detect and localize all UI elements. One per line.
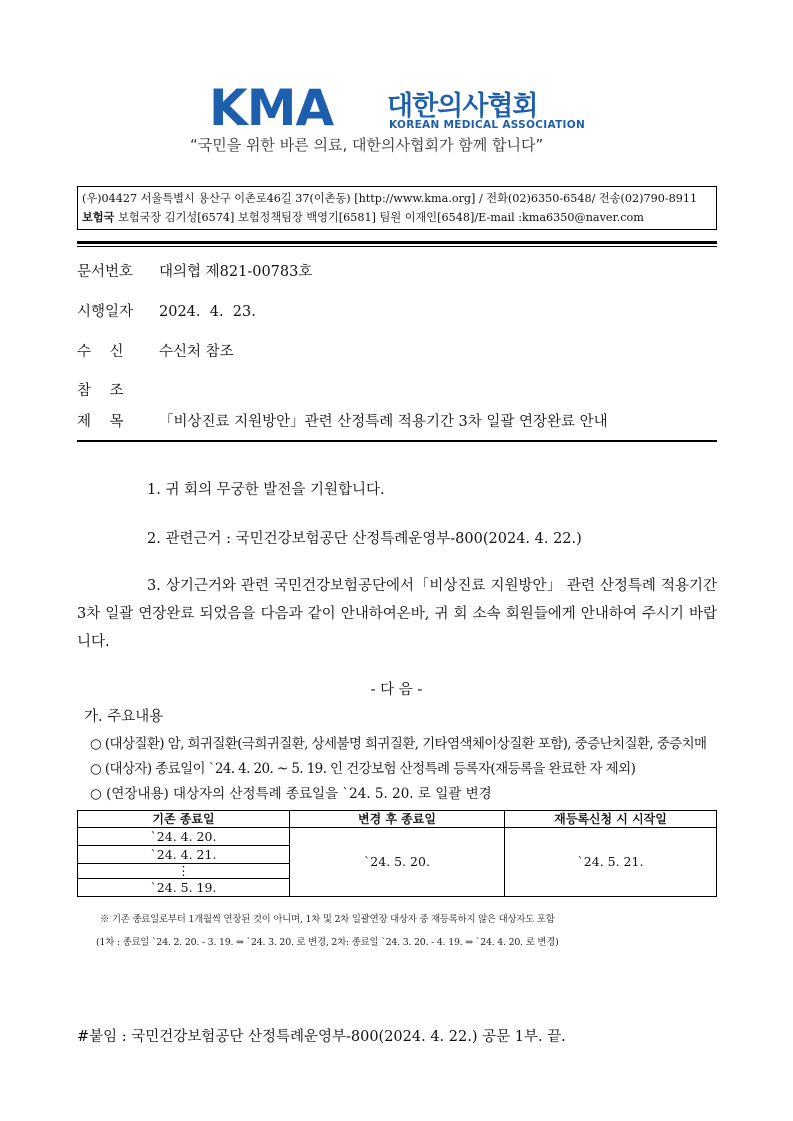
reference-label: 참 조 <box>77 383 124 399</box>
paragraph-1: 1. 귀 회의 무궁한 발전을 기원합니다. <box>147 482 385 498</box>
restart-date: `24. 5. 21. <box>505 828 717 897</box>
contact-staff-line <box>82 208 712 227</box>
section-heading: 가. 주요내용 <box>84 709 164 725</box>
date-label: 시행일자 <box>77 304 134 320</box>
contact-address-line: (우)04427 서울특별시 용산구 이촌로46길 37(이촌동) [http://www.kma.org] / 전화(02)6350-6548/ 전송(02)790-8911 <box>82 192 698 205</box>
recipient: 수신처 참조 <box>159 344 234 360</box>
date-row <box>77 300 256 321</box>
header-rule-thick <box>77 241 717 244</box>
subject: 「비상진료 지원방안」관련 산정특례 적용기간 3차 일괄 연장완료 안내 <box>159 414 608 430</box>
old-end-date: `24. 4. 20. <box>78 828 290 846</box>
header-old-end: 기존 종료일 <box>78 811 290 828</box>
logo-mark: KMA <box>209 79 334 137</box>
table-row <box>78 828 717 846</box>
list-item-extension: ○ (연장내용) 대상자의 산정특례 종료일을 `24. 5. 20. 로 일괄 변경 <box>90 786 492 802</box>
doc-number: 대의협 제821-00783호 <box>159 264 313 280</box>
paragraph-3 <box>77 572 717 656</box>
slogan: “국민을 위한 바른 의료, 대한의사협회가 함께 합니다” <box>190 136 544 154</box>
old-end-date: `24. 4. 21. <box>78 846 290 864</box>
old-end-ellipsis: ⋮ <box>78 864 290 879</box>
kma-logo <box>209 79 589 137</box>
issue-date: 2024. 4. 23. <box>159 304 256 320</box>
header-restart: 재등록신청 시 시작일 <box>505 811 717 828</box>
subject-row <box>77 410 608 431</box>
table-header-row <box>78 811 717 828</box>
paragraph-2: 2. 관련근거 : 국민건강보험공단 산정특례운영부-800(2024. 4. 22.) <box>147 531 582 547</box>
subject-label: 제 목 <box>77 414 124 430</box>
contact-staff: 보험국장 김기성[6574] 보험정책팀장 백영기[6581] 팀원 이재인[6548]/E-mail :kma6350@naver.com <box>117 211 644 224</box>
footnote-1: ※ 기존 종료일로부터 1개월씩 연장된 것이 아니며, 1차 및 2차 일괄연장 대상자 중 재등록하지 않은 대상자도 포함 <box>100 914 555 925</box>
contact-box <box>77 186 717 230</box>
list-item-target-disease: ○ (대상질환) 암, 희귀질환(극희귀질환, 상세불명 희귀질환, 기타염색체이상질환 포함), 중증난치질환, 중증치매 <box>90 736 707 752</box>
subject-rule <box>77 440 717 442</box>
doc-number-row <box>77 260 312 281</box>
reference-row <box>77 379 159 400</box>
contact-dept: 보험국 <box>82 211 115 224</box>
new-end-date: `24. 5. 20. <box>290 828 505 897</box>
recipient-row <box>77 340 234 361</box>
header-new-end: 변경 후 종료일 <box>290 811 505 828</box>
doc-number-label: 문서번호 <box>77 264 134 280</box>
footnote-2: (1차 : 종료일 `24. 2. 20. - 3. 19. ⇒ `24. 3. 20. 로 변경, 2차: 종료일 `24. 3. 20. - 4. 19. ⇒ `24. 4. 20. 로 변경) <box>96 937 559 948</box>
paragraph-3-text: 3. 상기근거와 관련 국민건강보험공단에서「비상진료 지원방안」 관련 산정특례 적용기간 3차 일괄 연장완료 되었음을 다음과 같이 안내하여온바, 귀 회 소속 회원들에게 안내하여 주시기 바랍니다. <box>77 578 717 650</box>
attachment-line: #붙임 : 국민건강보험공단 산정특례운영부-800(2024. 4. 22.) 공문 1부. 끝. <box>77 1029 566 1045</box>
recipient-label: 수 신 <box>77 344 124 360</box>
header-rule-thin <box>77 246 717 247</box>
divider-heading: - 다 음 - <box>370 682 423 698</box>
org-name-ko: 대한의사협회 <box>387 91 538 122</box>
org-name-en: KOREAN MEDICAL ASSOCIATION <box>389 119 586 131</box>
old-end-date: `24. 5. 19. <box>78 879 290 897</box>
schedule-table <box>77 810 717 897</box>
list-item-target-person: ○ (대상자) 종료일이 `24. 4. 20. ~ 5. 19. 인 건강보험 산정특례 등록자(재등록을 완료한 자 제외) <box>90 761 636 777</box>
